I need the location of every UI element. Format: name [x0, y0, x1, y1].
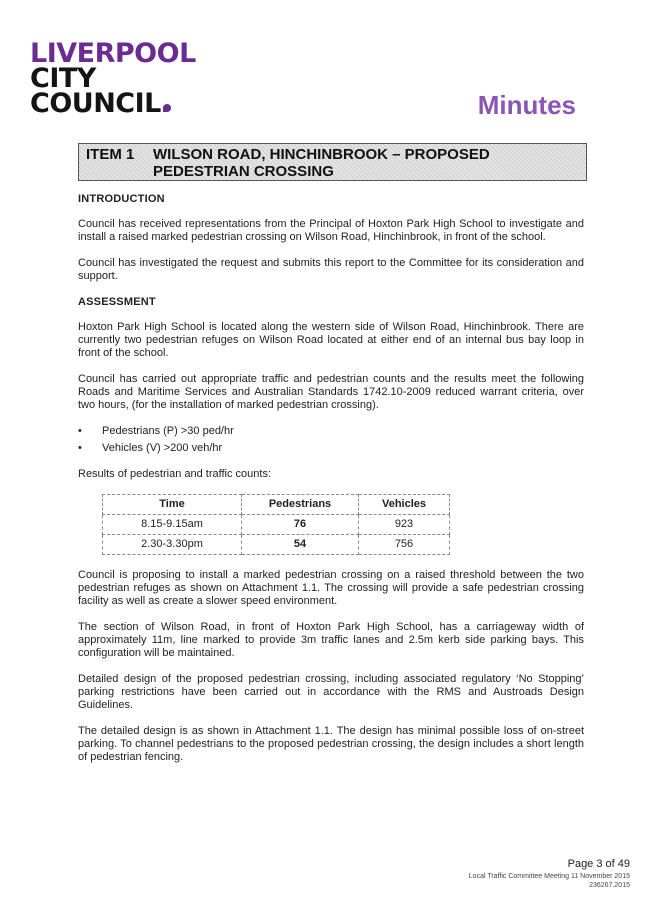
document-reference: 236267.2015	[589, 882, 630, 889]
page-number: Page 3 of 49	[567, 858, 630, 870]
logo-line-liverpool: LIVERPOOL	[30, 38, 196, 69]
meeting-reference: Local Traffic Committee Meeting 11 November 2015	[468, 873, 630, 880]
cell-time: 8.15-9.15am	[103, 515, 242, 535]
logo-word-council: COUNCIL	[30, 88, 161, 119]
column-header-time: Time	[103, 495, 242, 515]
column-header-vehicles: Vehicles	[359, 495, 450, 515]
design-paragraph: Detailed design of the proposed pedestrian crossing, including associated regulatory ‘No Stopping’ parking restrictions have been carried out in accordance with the RMS and Austroads Design Guidelines.	[78, 673, 584, 711]
logo-line-council	[30, 88, 230, 119]
cell-pedestrians: 76	[242, 515, 359, 535]
cell-pedestrians: 54	[242, 535, 359, 555]
criteria-vehicles: Vehicles (V) >200 veh/hr	[102, 442, 223, 454]
cell-vehicles: 923	[359, 515, 450, 535]
item-title: WILSON ROAD, HINCHINBROOK – PROPOSED PEDESTRIAN CROSSING	[153, 146, 490, 180]
table-row	[103, 515, 450, 535]
table-row	[103, 535, 450, 555]
counts-table	[102, 494, 450, 555]
criteria-list	[78, 425, 584, 455]
report-body	[78, 193, 584, 777]
cell-time: 2.30-3.30pm	[103, 535, 242, 555]
carriageway-paragraph: The section of Wilson Road, in front of Hoxton Park High School, has a carriageway width of approximately 11m, line marked to provide 3m traffic lanes and 2.5m kerb side parking bays. This configuration will be maintained.	[78, 621, 584, 659]
attachment-paragraph: The detailed design is as shown in Attachment 1.1. The design has minimal possible loss of on-street parking. To channel pedestrians to the proposed pedestrian crossing, the design includes a short length of pedestrian fencing.	[78, 725, 584, 763]
list-item	[78, 442, 584, 455]
proposal-paragraph: Council is proposing to install a marked pedestrian crossing on a raised threshold between the two pedestrian refuges as shown on Attachment 1.1. The crossing will provide a safe pedestrian crossing facility as well as create a slower speed environment.	[78, 569, 584, 607]
introduction-heading: INTRODUCTION	[78, 193, 165, 205]
criteria-pedestrians: Pedestrians (P) >30 ped/hr	[102, 425, 234, 437]
assessment-paragraph-2: Council has carried out appropriate traffic and pedestrian counts and the results meet the following Roads and Maritime Services and Australian Standards 1742.10-2009 reduced warrant criteria, over two hours, (for the installation of marked pedestrian crossing).	[78, 373, 584, 411]
cell-vehicles: 756	[359, 535, 450, 555]
assessment-heading: ASSESSMENT	[78, 296, 156, 308]
assessment-paragraph-1: Hoxton Park High School is located along the western side of Wilson Road, Hinchinbrook. There are currently two pedestrian refuges on Wilson Road located at either end of an internal bus bay loop in front of the school.	[78, 321, 584, 359]
logo-leaf-icon	[163, 104, 171, 112]
page-footer	[469, 858, 630, 890]
page-title: Minutes	[477, 90, 576, 120]
intro-paragraph-2: Council has investigated the request and submits this report to the Committee for its consideration and support.	[78, 257, 584, 282]
table-header-row	[103, 495, 450, 515]
logo-line-city: CITY	[30, 63, 96, 94]
results-intro: Results of pedestrian and traffic counts:	[78, 468, 272, 480]
bullet-icon: •	[78, 442, 82, 454]
bullet-icon: •	[78, 425, 82, 437]
intro-paragraph-1: Council has received representations from the Principal of Hoxton Park High School to investigate and install a raised marked pedestrian crossing on Wilson Road, Hinchinbrook, in front of the school.	[78, 218, 584, 243]
item-number: ITEM 1	[86, 146, 135, 163]
list-item	[78, 425, 584, 438]
column-header-pedestrians: Pedestrians	[242, 495, 359, 515]
council-logo	[30, 38, 230, 119]
item-heading-box	[78, 143, 587, 181]
